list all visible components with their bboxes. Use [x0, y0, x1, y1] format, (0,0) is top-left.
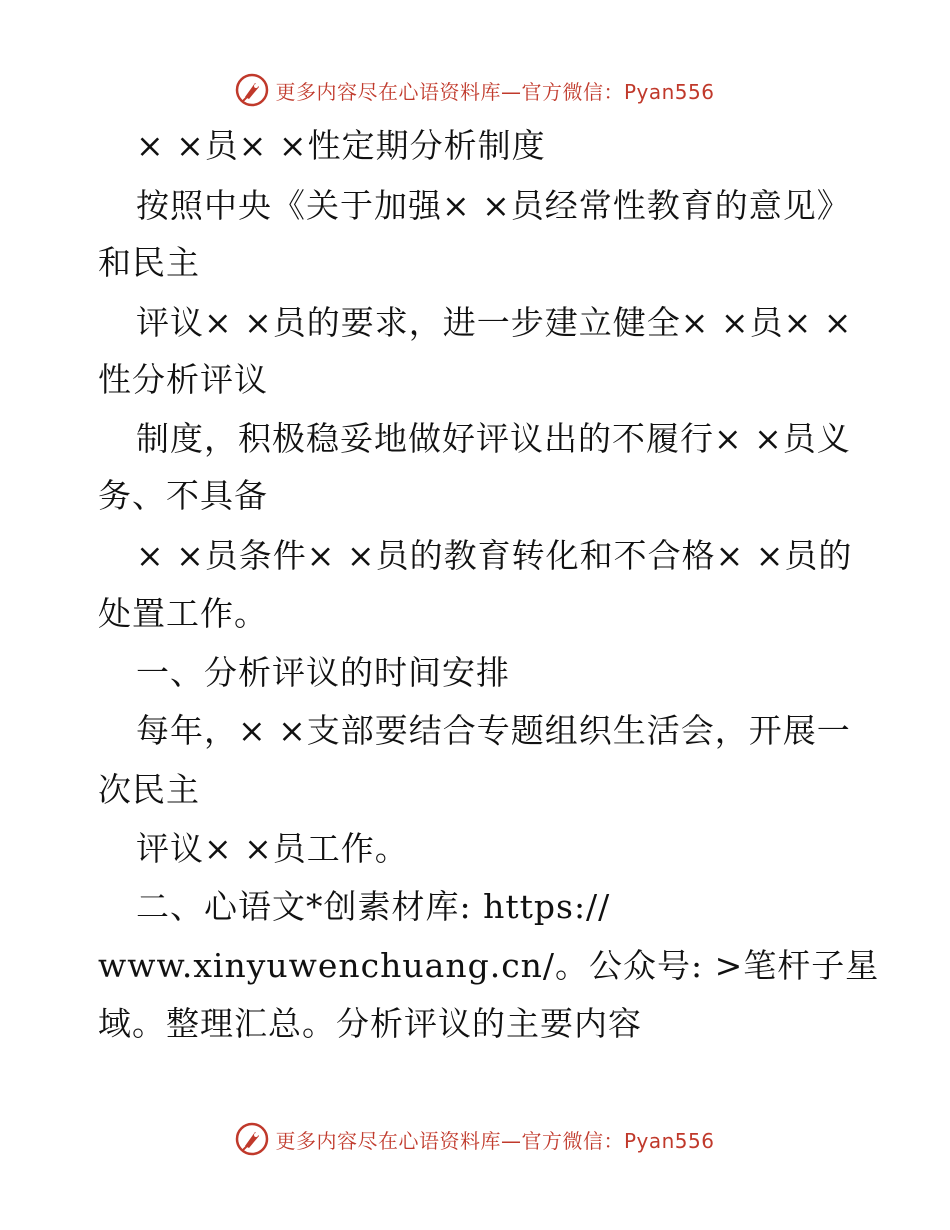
doc-line: 处置工作。 [98, 594, 268, 633]
doc-line: × ×员条件× ×员的教育转化和不合格× ×员的 [136, 536, 853, 575]
doc-line: 域。整理汇总。分析评议的主要内容 [98, 1004, 642, 1043]
doc-line: 评议× ×员工作。 [136, 829, 409, 868]
doc-line: 次民主 [98, 770, 200, 809]
watermark-text [275, 76, 714, 105]
watermark-suffix-text: —官方微信：Pyan556 [500, 1128, 715, 1153]
header-watermark [0, 70, 950, 110]
doc-line: 每年，× ×支部要结合专题组织生活会，开展一 [136, 711, 851, 750]
section-heading: 二、心语文*创素材库: https:// [136, 887, 611, 926]
doc-line: 按照中央《关于加强× ×员经常性教育的意见》 [136, 186, 851, 225]
watermark-suffix-text: —官方微信：Pyan556 [500, 79, 715, 104]
watermark-main-text: 更多内容尽在心语资料库 [275, 1128, 501, 1153]
doc-line: 制度，积极稳妥地做好评议出的不履行× ×员义 [136, 419, 851, 458]
section-heading: 一、分析评议的时间安排 [136, 653, 510, 692]
watermark-main-text: 更多内容尽在心语资料库 [275, 79, 501, 104]
footer-watermark [0, 1119, 950, 1159]
doc-title: × ×员× ×性定期分析制度 [136, 126, 546, 165]
pen-nib-logo-icon [235, 73, 269, 107]
watermark-text [275, 1125, 714, 1154]
pen-nib-logo-icon [235, 1122, 269, 1156]
doc-line: 务、不具备 [98, 476, 268, 515]
doc-line: www.xinyuwenchuang.cn/。公众号: >笔杆子星 [98, 946, 880, 985]
doc-line: 和民主 [98, 243, 200, 282]
doc-line: 评议× ×员的要求，进一步建立健全× ×员× × [136, 303, 853, 342]
doc-line: 性分析评议 [98, 360, 268, 399]
